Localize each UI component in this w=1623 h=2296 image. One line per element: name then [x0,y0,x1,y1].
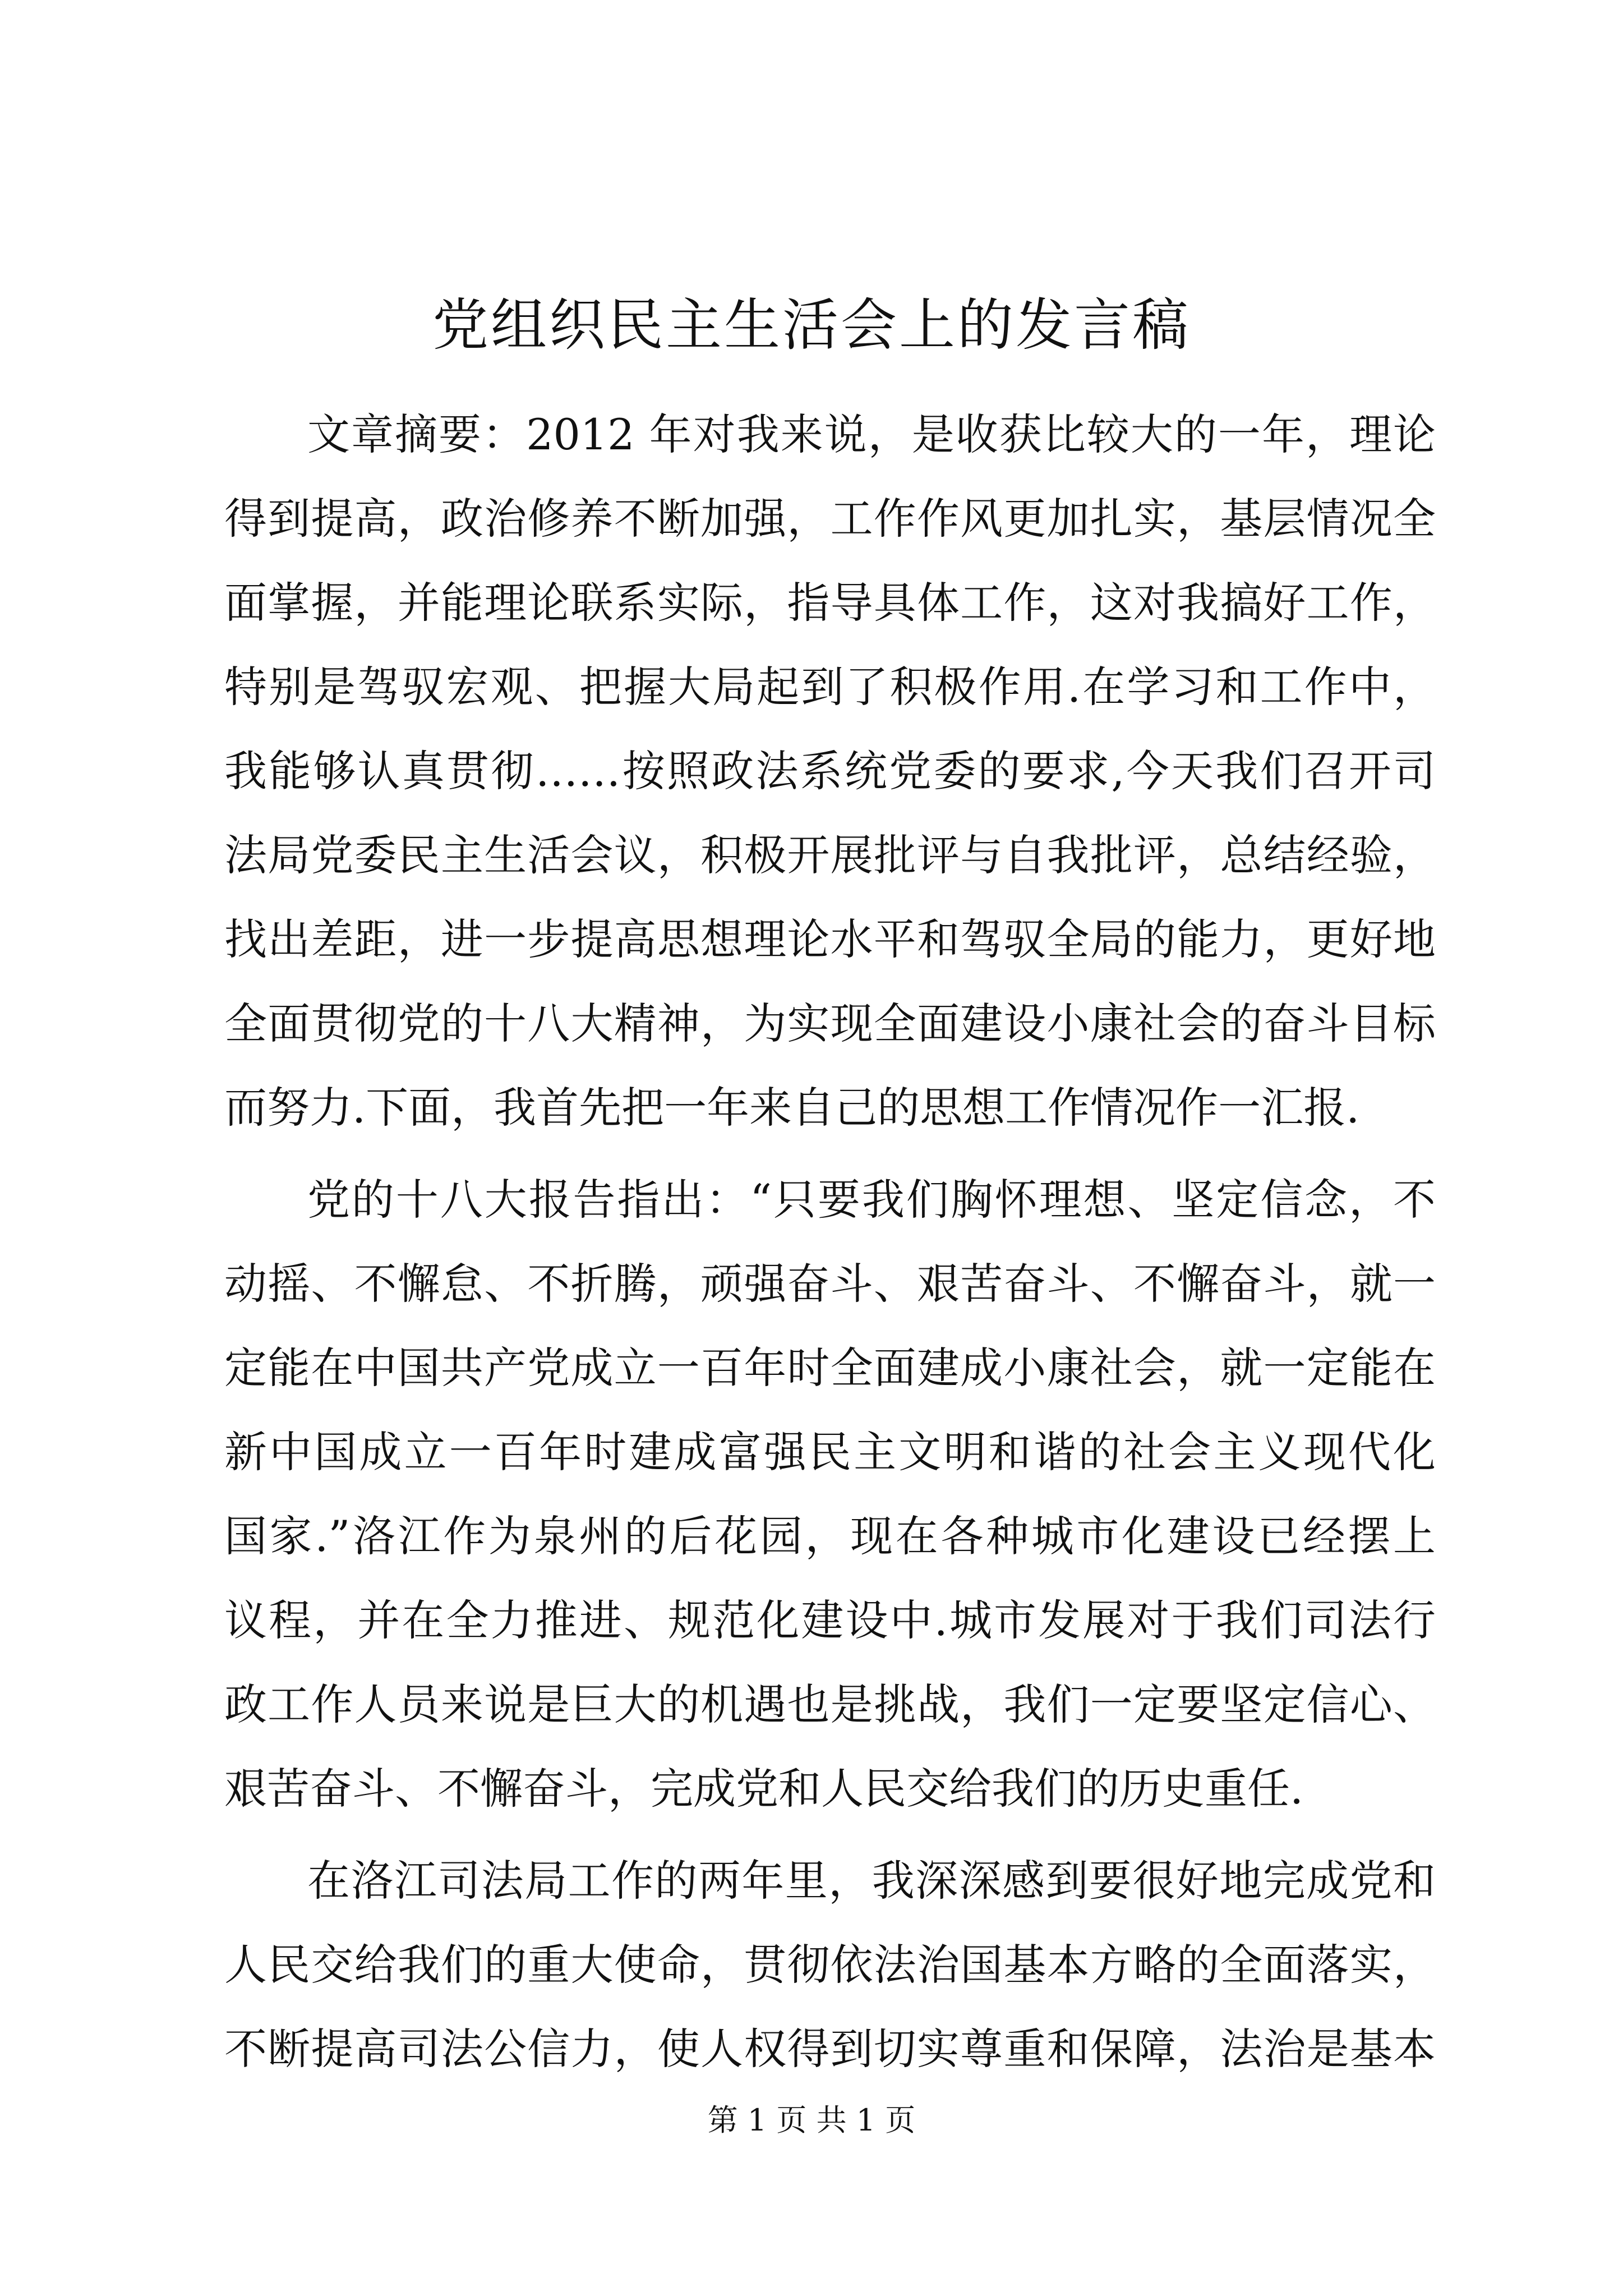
text-line: 我能够认真贯彻……按照政法系统党委的要求,今天我们召开司 [224,746,1436,796]
text-line: 法局党委民主生活会议，积极开展批评与自我批评，总结经验， [224,830,1436,880]
text-line: 得到提高，政治修养不断加强，工作作风更加扎实，基层情况全 [224,494,1436,544]
text-line: 在洛江司法局工作的两年里，我深深感到要很好地完成党和 [307,1856,1436,1906]
text-line: 特别是驾驭宏观、把握大局起到了积极作用.在学习和工作中， [224,662,1436,712]
paragraph-work-experience [224,1839,1436,2091]
paragraph-abstract [224,393,1436,1150]
text-line: 人民交给我们的重大使命，贯彻依法治国基本方略的全面落实， [224,1940,1436,1990]
text-line: 定能在中国共产党成立一百年时全面建成小康社会，就一定能在 [224,1343,1436,1393]
text-line: 全面贯彻党的十八大精神，为实现全面建设小康社会的奋斗目标 [224,999,1436,1048]
paragraph-report-quote [224,1158,1436,1831]
text-line: 动摇、不懈怠、不折腾，顽强奋斗、艰苦奋斗、不懈奋斗，就一 [224,1259,1436,1309]
text-line: 面掌握，并能理论联系实际，指导具体工作，这对我搞好工作， [224,578,1436,628]
document-title: 党组织民主生活会上的发言稿 [432,292,1191,358]
text-line: 议程，并在全力推进、规范化建设中.城市发展对于我们司法行 [224,1595,1436,1645]
text-line: 找出差距，进一步提高思想理论水平和驾驭全局的能力，更好地 [224,914,1436,964]
text-line: 不断提高司法公信力，使人权得到切实尊重和保障，法治是基本 [224,2024,1436,2074]
text-line: 党的十八大报告指出：“只要我们胸怀理想、坚定信念，不 [307,1175,1436,1225]
text-line: 文章摘要：2012 年对我来说，是收获比较大的一年，理论 [307,409,1436,459]
text-line: 新中国成立一百年时建成富强民主文明和谐的社会主义现代化 [224,1427,1436,1477]
text-line: 政工作人员来说是巨大的机遇也是挑战，我们一定要坚定信心、 [224,1680,1436,1729]
page-footer: 第 1 页 共 1 页 [707,2102,916,2138]
text-line: 艰苦奋斗、不懈奋斗，完成党和人民交给我们的历史重任. [224,1764,1304,1814]
text-line: 而努力.下面，我首先把一年来自己的思想工作情况作一汇报. [224,1083,1360,1133]
document-body [224,393,1436,2091]
text-line: 国家.”洛江作为泉州的后花园，现在各种城市化建设已经摆上 [224,1511,1436,1561]
